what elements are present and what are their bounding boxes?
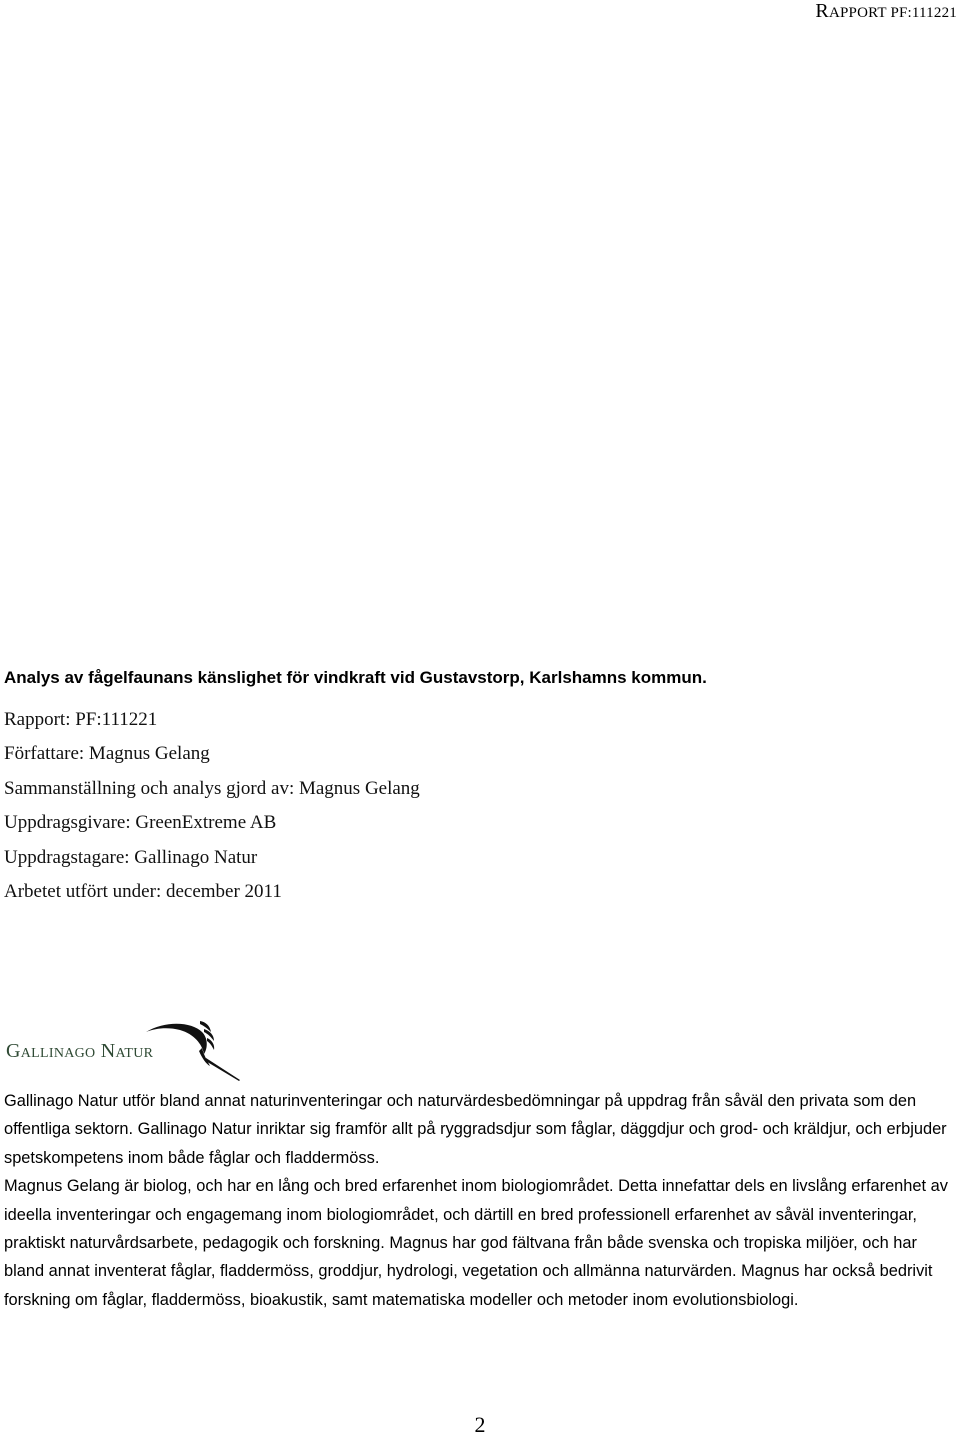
report-metadata xyxy=(4,703,420,909)
author-description: Magnus Gelang är biolog, och har en lång och bred erfarenhet inom biologiområdet. Detta innefattar dels en livslång erfarenhet av ideella inventeringar och engagemang inom biologiområdet, och därtill en bred professionell erfarenhet av såväl inventeringar, praktiskt naturvårdsarbete, pedagogik och forskning. Magnus har god fältvana från både svenska och tropiska miljöer, och har bland annat inventerat fåglar, fladdermöss, groddjur, hydrologi, vegetation och allmänna naturvärden. Magnus har också bedrivit forskning om fåglar, fladdermöss, bioakustik, samt matematiska modeller och metoder inom evolutionsbiologi. xyxy=(4,1177,948,1309)
meta-report-id: Rapport: PF:111221 xyxy=(4,709,158,730)
logo-text: Gallinago Natur xyxy=(6,1040,154,1062)
gallinago-natur-logo xyxy=(4,1018,244,1082)
running-header-initial: R xyxy=(815,0,829,22)
meta-contractor: Uppdragstagare: Gallinago Natur xyxy=(4,846,258,868)
meta-work-period: Arbetet utfört under: december 2011 xyxy=(4,881,282,903)
running-header xyxy=(815,0,957,23)
page-number: 2 xyxy=(474,1412,486,1437)
meta-client: Uppdragsgivare: GreenExtreme AB xyxy=(4,812,277,834)
body-text xyxy=(4,1087,959,1314)
company-description: Gallinago Natur utför bland annat naturinventeringar och naturvärdesbedömningar på uppdrag från såväl den privata som den offentliga sektorn. Gallinago Natur inriktar sig framför allt på ryggradsdjur som fåglar, däggdjur och grod- och kräldjur, och erbjuder spetskompetens inom både fåglar och fladdermöss. xyxy=(4,1092,947,1167)
meta-author: Författare: Magnus Gelang xyxy=(4,743,210,765)
report-title: Analys av fågelfaunans känslighet för vindkraft vid Gustavstorp, Karlshamns kommun. xyxy=(4,668,707,687)
snipe-bird-icon xyxy=(144,1018,244,1082)
running-header-rest: APPORT PF:111221 xyxy=(828,5,957,21)
meta-compiled-by: Sammanställning och analys gjord av: Magnus Gelang xyxy=(4,777,420,799)
